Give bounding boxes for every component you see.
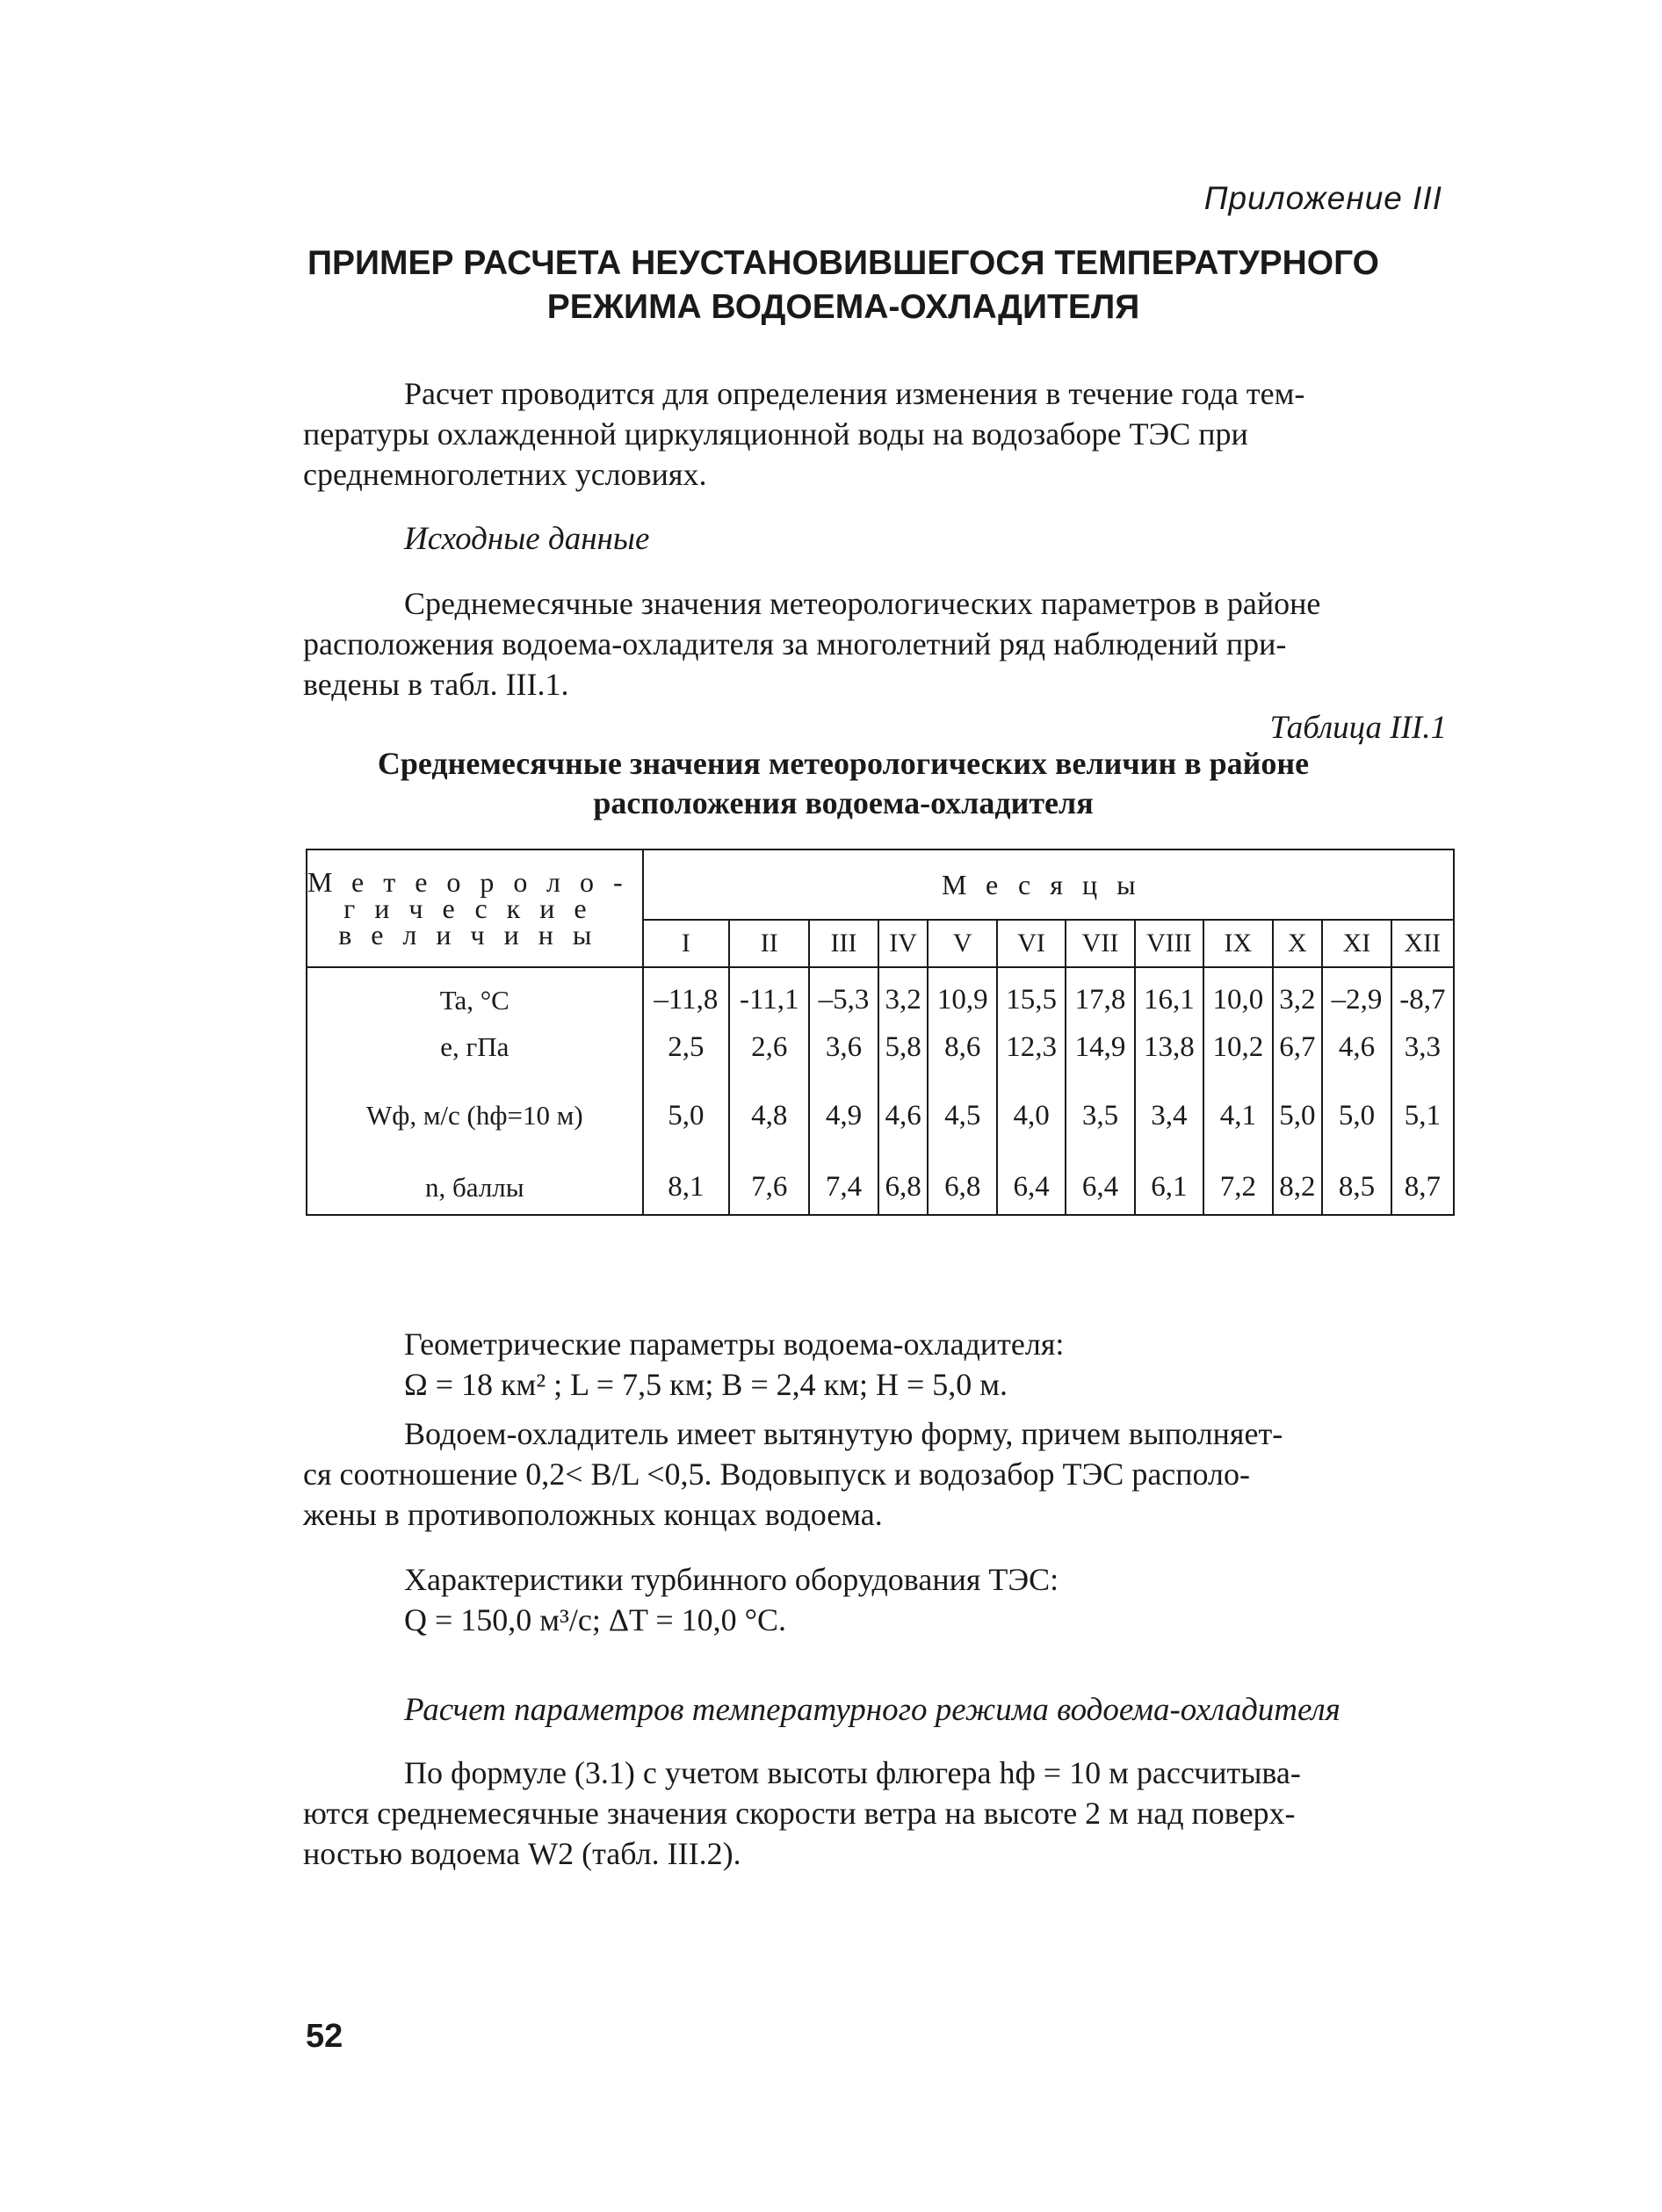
table-row <box>307 1071 1454 1160</box>
month-header: VII <box>1066 920 1134 967</box>
table-cell: 4,8 <box>729 1071 809 1160</box>
month-header: VI <box>997 920 1066 967</box>
table-cell: 8,5 <box>1322 1160 1391 1215</box>
table-cell: 6,7 <box>1273 1023 1323 1071</box>
table-cell: 8,2 <box>1273 1160 1323 1215</box>
month-header: IX <box>1203 920 1272 967</box>
intro-line-3: среднемноголетних условиях. <box>303 457 707 492</box>
table-cell: 3,4 <box>1135 1071 1203 1160</box>
month-header: XI <box>1322 920 1391 967</box>
intro-paragraph <box>303 373 1454 495</box>
section-initial-data-heading: Исходные данные <box>404 521 650 557</box>
table-cell: 2,5 <box>643 1023 729 1071</box>
table-cell: 7,6 <box>729 1160 809 1215</box>
turbine-block <box>303 1559 1454 1640</box>
table-cell: 17,8 <box>1066 967 1134 1023</box>
table-cell: 4,5 <box>928 1071 996 1160</box>
table-cell: 6,1 <box>1135 1160 1203 1215</box>
table-cell: 8,7 <box>1391 1160 1454 1215</box>
table-cell: 4,9 <box>809 1071 878 1160</box>
table-cell: –2,9 <box>1322 967 1391 1023</box>
month-header: I <box>643 920 729 967</box>
intro-line-2: пературы охлажденной циркуляционной воды на водозаборе ТЭС при <box>303 416 1248 452</box>
table-title <box>264 744 1423 823</box>
row-label: Wф, м/с (hф=10 м) <box>307 1071 643 1160</box>
table-cell: 3,2 <box>878 967 929 1023</box>
table-cell: 13,8 <box>1135 1023 1203 1071</box>
intro-line-1: Расчет проводится для определения изменения в течение года тем- <box>404 376 1305 411</box>
table-cell: 15,5 <box>997 967 1066 1023</box>
table-caption: Таблица III.1 <box>1269 710 1447 746</box>
table-cell: 8,6 <box>928 1023 996 1071</box>
geometry-values: Ω = 18 км² ; L = 7,5 км; B = 2,4 км; H = 5,0 м. <box>404 1367 1008 1402</box>
shape-line-3: жены в противоположных концах водоема. <box>303 1497 883 1532</box>
table-cell: -11,1 <box>729 967 809 1023</box>
table-title-line-1: Среднемесячные значения метеорологических величин в районе <box>377 746 1310 781</box>
table-cell: –5,3 <box>809 967 878 1023</box>
table-title-line-2: расположения водоема-охладителя <box>593 785 1094 820</box>
turbine-heading: Характеристики турбинного оборудования ТЭС: <box>404 1562 1059 1597</box>
table-row <box>307 967 1454 1023</box>
table-cell: 3,6 <box>809 1023 878 1071</box>
section-calc-heading: Расчет параметров температурного режима водоема-охладителя <box>404 1692 1340 1728</box>
geometry-block <box>303 1324 1454 1405</box>
page-title <box>264 242 1423 329</box>
page-number: 52 <box>306 2018 343 2055</box>
turbine-values: Q = 150,0 м³/с; ΔT = 10,0 °C. <box>404 1602 787 1637</box>
month-header: V <box>928 920 996 967</box>
table-cell: 3,3 <box>1391 1023 1454 1071</box>
table-cell: 5,0 <box>1322 1071 1391 1160</box>
table-cell: 10,0 <box>1203 967 1272 1023</box>
table-cell: 6,4 <box>1066 1160 1134 1215</box>
table-cell: 12,3 <box>997 1023 1066 1071</box>
table-cell: 4,6 <box>878 1071 929 1160</box>
row-label: e, гПа <box>307 1023 643 1071</box>
table-cell: -8,7 <box>1391 967 1454 1023</box>
table-cell: 3,5 <box>1066 1071 1134 1160</box>
month-header: III <box>809 920 878 967</box>
table-cell: 10,2 <box>1203 1023 1272 1071</box>
shape-line-2: ся соотношение 0,2< B/L <0,5. Водовыпуск и водозабор ТЭС располо- <box>303 1457 1251 1492</box>
shape-line-1: Водоем-охладитель имеет вытянутую форму, причем выполняет- <box>404 1416 1283 1451</box>
table-cell: 10,9 <box>928 967 996 1023</box>
table-body <box>307 967 1454 1215</box>
table-cell: 5,0 <box>1273 1071 1323 1160</box>
months-header: Месяцы <box>643 849 1454 920</box>
table-cell: 6,8 <box>878 1160 929 1215</box>
table-cell: 7,2 <box>1203 1160 1272 1215</box>
data-line-3: ведены в табл. III.1. <box>303 667 569 702</box>
formula-line-3: ностью водоема W2 (табл. III.2). <box>303 1836 741 1871</box>
table-cell: 7,4 <box>809 1160 878 1215</box>
table-cell: 2,6 <box>729 1023 809 1071</box>
table-cell: –11,8 <box>643 967 729 1023</box>
row-label: Ta, °C <box>307 967 643 1023</box>
table-cell: 6,4 <box>997 1160 1066 1215</box>
month-header: X <box>1273 920 1323 967</box>
month-header: II <box>729 920 809 967</box>
row-label: n, баллы <box>307 1160 643 1215</box>
table-cell: 5,0 <box>643 1071 729 1160</box>
table-cell: 4,6 <box>1322 1023 1391 1071</box>
appendix-label: Приложение III <box>1203 180 1442 216</box>
meteorological-table <box>306 849 1455 1216</box>
table-cell: 5,8 <box>878 1023 929 1071</box>
table-cell: 4,0 <box>997 1071 1066 1160</box>
data-paragraph <box>303 583 1454 705</box>
data-line-1: Среднемесячные значения метеорологических параметров в районе <box>404 586 1321 621</box>
table-row <box>307 1160 1454 1215</box>
geometry-heading: Геометрические параметры водоема-охладителя: <box>404 1326 1065 1362</box>
corner-header: Метеороло-гические величины <box>307 849 643 967</box>
data-line-2: расположения водоема-охладителя за многолетний ряд наблюдений при- <box>303 626 1287 661</box>
month-header: XII <box>1391 920 1454 967</box>
table-cell: 5,1 <box>1391 1071 1454 1160</box>
title-line-1: ПРИМЕР РАСЧЕТА НЕУСТАНОВИВШЕГОСЯ ТЕМПЕРАТУРНОГО <box>307 244 1380 282</box>
formula-line-1: По формуле (3.1) с учетом высоты флюгера hф = 10 м рассчитыва- <box>404 1755 1301 1790</box>
table-cell: 6,8 <box>928 1160 996 1215</box>
title-line-2: РЕЖИМА ВОДОЕМА-ОХЛАДИТЕЛЯ <box>546 288 1140 326</box>
formula-line-2: ются среднемесячные значения скорости ветра на высоте 2 м над поверх- <box>303 1796 1296 1831</box>
formula-paragraph <box>303 1753 1454 1874</box>
table-cell: 3,2 <box>1273 967 1323 1023</box>
shape-paragraph <box>303 1413 1454 1535</box>
table-cell: 14,9 <box>1066 1023 1134 1071</box>
table-row <box>307 1023 1454 1071</box>
table-cell: 8,1 <box>643 1160 729 1215</box>
table-cell: 16,1 <box>1135 967 1203 1023</box>
month-header: IV <box>878 920 929 967</box>
month-header: VIII <box>1135 920 1203 967</box>
table-cell: 4,1 <box>1203 1071 1272 1160</box>
